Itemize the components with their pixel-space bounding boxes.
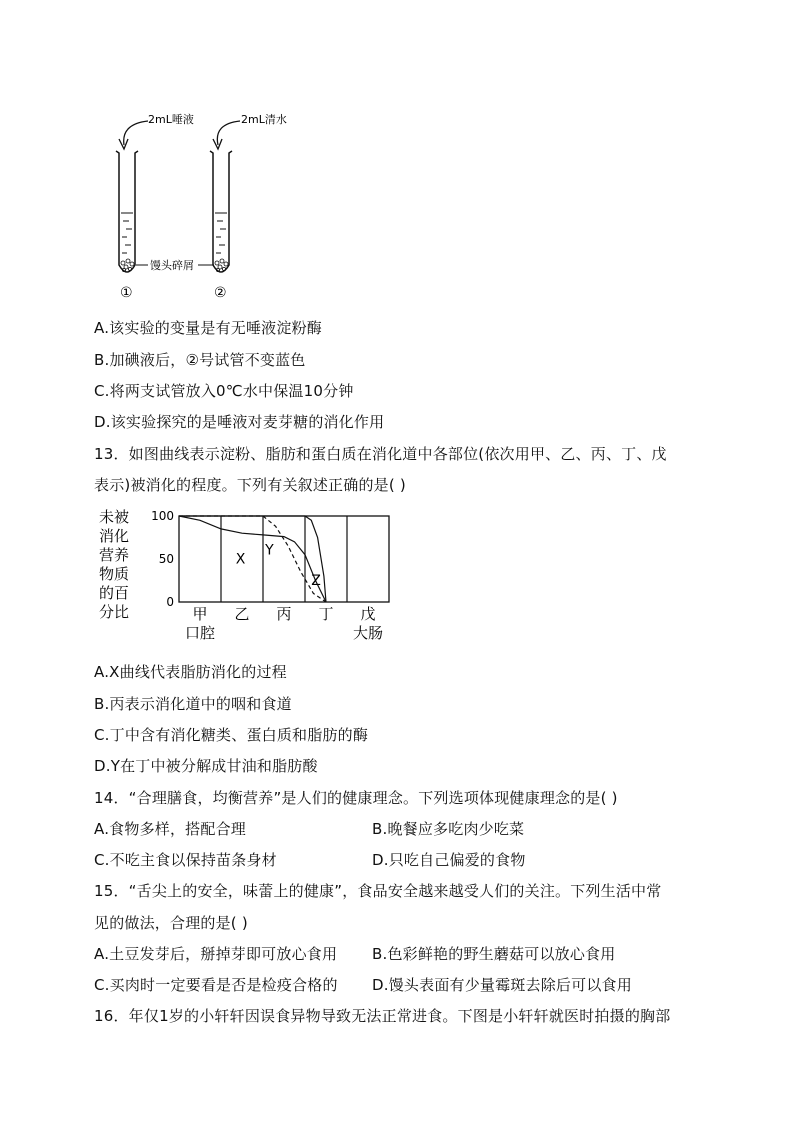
x-category-sublabel: 口腔 [184,624,216,642]
y-ticks [151,509,174,609]
x-categories [185,605,383,642]
q13-stem-line1: 13．如图曲线表示淀粉、脂肪和蛋白质在消化道中各部位(依次用甲、乙、丙、丁、戊 [94,445,667,463]
q15-option-b: B.色彩鲜艳的野生蘑菇可以放心食用 [372,945,616,963]
y-label-line: 营养 [99,546,130,564]
q15-stem-line2: 见的做法，合理的是( ) [94,914,248,932]
q14-option-b: B.晚餐应多吃肉少吃菜 [372,820,525,838]
test-tube-1 [116,151,138,272]
x-category-label: 丁 [318,605,334,623]
q13-option-d: D.Y在丁中被分解成甘油和脂肪酸 [94,757,318,775]
content-label: 馒头碎屑 [150,259,194,272]
series-label-z: Z [311,572,321,589]
series-label-x: X [235,551,246,568]
y-label-line: 的百 [99,584,130,602]
y-label-line: 分比 [99,603,130,621]
x-category-sublabel: 大肠 [352,624,384,642]
series-lines [179,516,326,602]
x-category-label: 乙 [234,605,250,623]
q12-option-c: C.将两支试管放入0℃水中保温10分钟 [94,382,354,400]
y-label-line: 未被 [99,508,130,526]
tube1-label: 2mL唾液 [148,113,194,126]
q13-option-b: B.丙表示消化道中的咽和食道 [94,695,292,713]
q12-option-d: D.该实验探究的是唾液对麦芽糖的消化作用 [94,413,385,431]
q14-option-d: D.只吃自己偏爱的食物 [372,851,526,869]
q12-option-a: A.该实验的变量是有无唾液淀粉酶 [94,319,322,337]
x-category-label: 戊 [360,605,376,623]
y-axis-label [99,508,129,621]
q13-option-a: A.X曲线代表脂肪消化的过程 [94,663,287,681]
q14-option-a: A.食物多样，搭配合理 [94,820,246,838]
tube1-number: ① [120,285,133,301]
test-tube-2 [210,151,232,272]
q12-option-b: B.加碘液后，②号试管不变蓝色 [94,351,306,369]
plot-frame [179,516,389,602]
y-tick-label: 50 [158,552,174,566]
y-tick-label: 100 [151,509,174,523]
q13-option-c: C.丁中含有消化糖类、蛋白质和脂肪的酶 [94,726,369,744]
q14-stem: 14．“合理膳食，均衡营养”是人们的健康理念。下列选项体现健康理念的是( ) [94,789,618,807]
q15-option-d: D.馒头表面有少量霉斑去除后可以食用 [372,976,632,994]
q13-stem-line2: 表示)被消化的程度。下列有关叙述正确的是( ) [94,476,406,494]
series-line-z [179,516,326,602]
y-tick-label: 0 [166,595,174,609]
series-line-x [179,516,326,602]
y-label-line: 物质 [99,565,130,583]
series-label-y: Y [265,542,274,559]
q15-option-a: A.土豆发芽后，掰掉芽即可放心食用 [94,945,338,963]
q15-option-c: C.买肉时一定要看是否是检疫合格的 [94,976,338,994]
series-line-y [179,516,326,602]
y-label-line: 消化 [99,527,130,545]
q14-option-c: C.不吃主食以保持苗条身材 [94,851,277,869]
test-tube-figure [100,105,287,305]
q15-stem-line1: 15．“舌尖上的安全，味蕾上的健康”，食品安全越来越受人们的关注。下列生活中常 [94,882,662,900]
x-category-label: 丙 [276,605,292,623]
x-category-label: 甲 [192,605,208,623]
tube2-label: 2mL清水 [241,113,287,126]
q16-stem-line1: 16．年仅1岁的小轩轩因误食异物导致无法正常进食。下图是小轩轩就医时拍摄的胸部 [94,1007,671,1025]
digestion-chart [95,505,405,647]
tube2-number: ② [214,285,227,301]
